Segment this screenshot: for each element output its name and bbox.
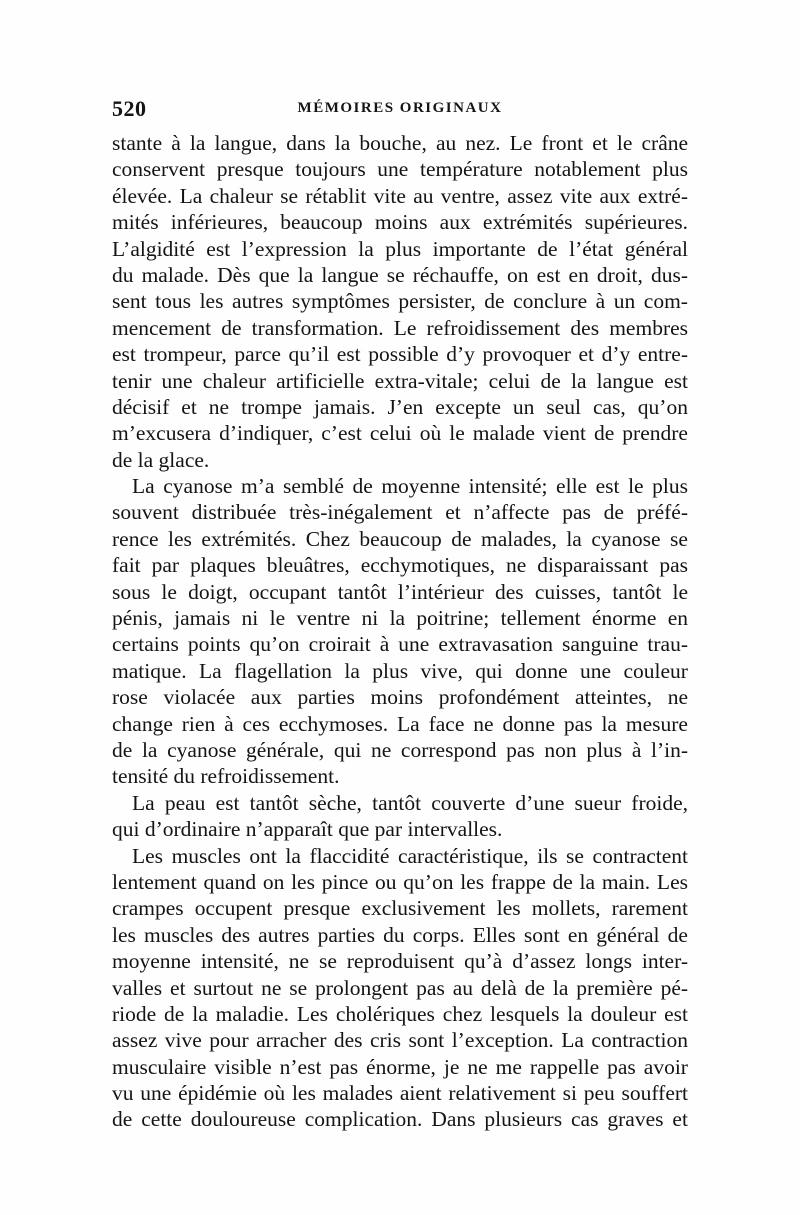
page-header xyxy=(112,96,688,122)
text-line: sent tous les autres symptômes persister, de conclure à un com- xyxy=(112,289,688,314)
text-line: pénis, jamais ni le ventre ni la poitrine; tellement énorme en xyxy=(112,606,688,631)
page-number: 520 xyxy=(112,96,147,121)
text-line: de la glace. xyxy=(112,447,210,472)
text-line: assez vive pour arracher des cris sont l’exception. La contraction xyxy=(112,1028,688,1053)
text-line: valles et surtout ne se prolongent pas au delà de la première pé- xyxy=(112,975,688,1000)
text-line: qui d’ordinaire n’apparaît que par intervalles. xyxy=(112,817,503,842)
running-title: MÉMOIRES ORIGINAUX xyxy=(297,100,503,116)
text-line: décisif et ne trompe jamais. J’en excepte un seul cas, qu’on xyxy=(112,394,688,419)
text-line: mencement de transformation. Le refroidissement des membres xyxy=(112,315,688,340)
text-line: stante à la langue, dans la bouche, au nez. Le front et le crâne xyxy=(112,131,688,155)
text-line: certains points qu’on croirait à une extravasation sanguine trau- xyxy=(112,632,688,657)
text-line: vu une épidémie où les malades aient relativement si peu souffert xyxy=(112,1081,688,1106)
text-line: crampes occupent presque exclusivement les mollets, rarement xyxy=(112,896,688,921)
text-line: de cette douloureuse complication. Dans plusieurs cas graves et xyxy=(112,1107,688,1132)
text-line: matique. La flagellation la plus vive, qui donne une couleur xyxy=(112,658,688,683)
paragraph-first-line: La cyanose m’a semblé de moyenne intensité; elle est le plus xyxy=(132,474,688,499)
text-line: élevée. La chaleur se rétablit vite au ventre, assez vite aux extré- xyxy=(112,183,688,208)
text-line: change rien à ces ecchymoses. La face ne donne pas la mesure xyxy=(112,711,688,736)
text-line: les muscles des autres parties du corps. Elles sont en général de xyxy=(112,922,688,947)
text-line: rence les extrémités. Chez beaucoup de malades, la cyanose se xyxy=(112,526,688,551)
text-line: L’algidité est l’expression la plus importante de l’état général xyxy=(112,236,688,261)
text-line: mités inférieures, beaucoup moins aux extrémités supérieures. xyxy=(112,210,688,235)
text-line: fait par plaques bleuâtres, ecchymotiques, ne disparaissant pas xyxy=(112,553,688,578)
text-line: moyenne intensité, ne se reproduisent qu’à d’assez longs inter- xyxy=(112,949,688,974)
text-line: souvent distribuée très-inégalement et n’affecte pas de préfé- xyxy=(112,500,688,525)
paragraph-first-line: Les muscles ont la flaccidité caractéristique, ils se contractent xyxy=(132,843,688,868)
text-line: sous le doigt, occupant tantôt l’intérieur des cuisses, tantôt le xyxy=(112,579,688,604)
text-line: musculaire visible n’est pas énorme, je ne me rappelle pas avoir xyxy=(112,1054,688,1079)
text-line: du malade. Dès que la langue se réchauffe, on est en droit, dus- xyxy=(112,262,688,287)
text-line: de la cyanose générale, qui ne correspond pas non plus à l’in- xyxy=(112,737,688,762)
text-line: tenir une chaleur artificielle extra-vitale; celui de la langue est xyxy=(112,368,688,393)
text-line: est trompeur, parce qu’il est possible d’y provoquer et d’y entre- xyxy=(112,342,688,367)
text-line: riode de la maladie. Les cholériques chez lesquels la douleur est xyxy=(112,1001,688,1026)
paragraph-first-line: La peau est tantôt sèche, tantôt couverte d’une sueur froide, xyxy=(132,790,688,815)
text-line: tensité du refroidissement. xyxy=(112,764,340,789)
text-line: m’excusera d’indiquer, c’est celui où le malade vient de prendre xyxy=(112,421,688,446)
text-line: rose violacée aux parties moins profondément atteintes, ne xyxy=(112,685,688,710)
text-line: lentement quand on les pince ou qu’on les frappe de la main. Les xyxy=(112,869,688,894)
body-text xyxy=(112,130,688,1133)
text-line: conservent presque toujours une température notablement plus xyxy=(112,157,688,182)
